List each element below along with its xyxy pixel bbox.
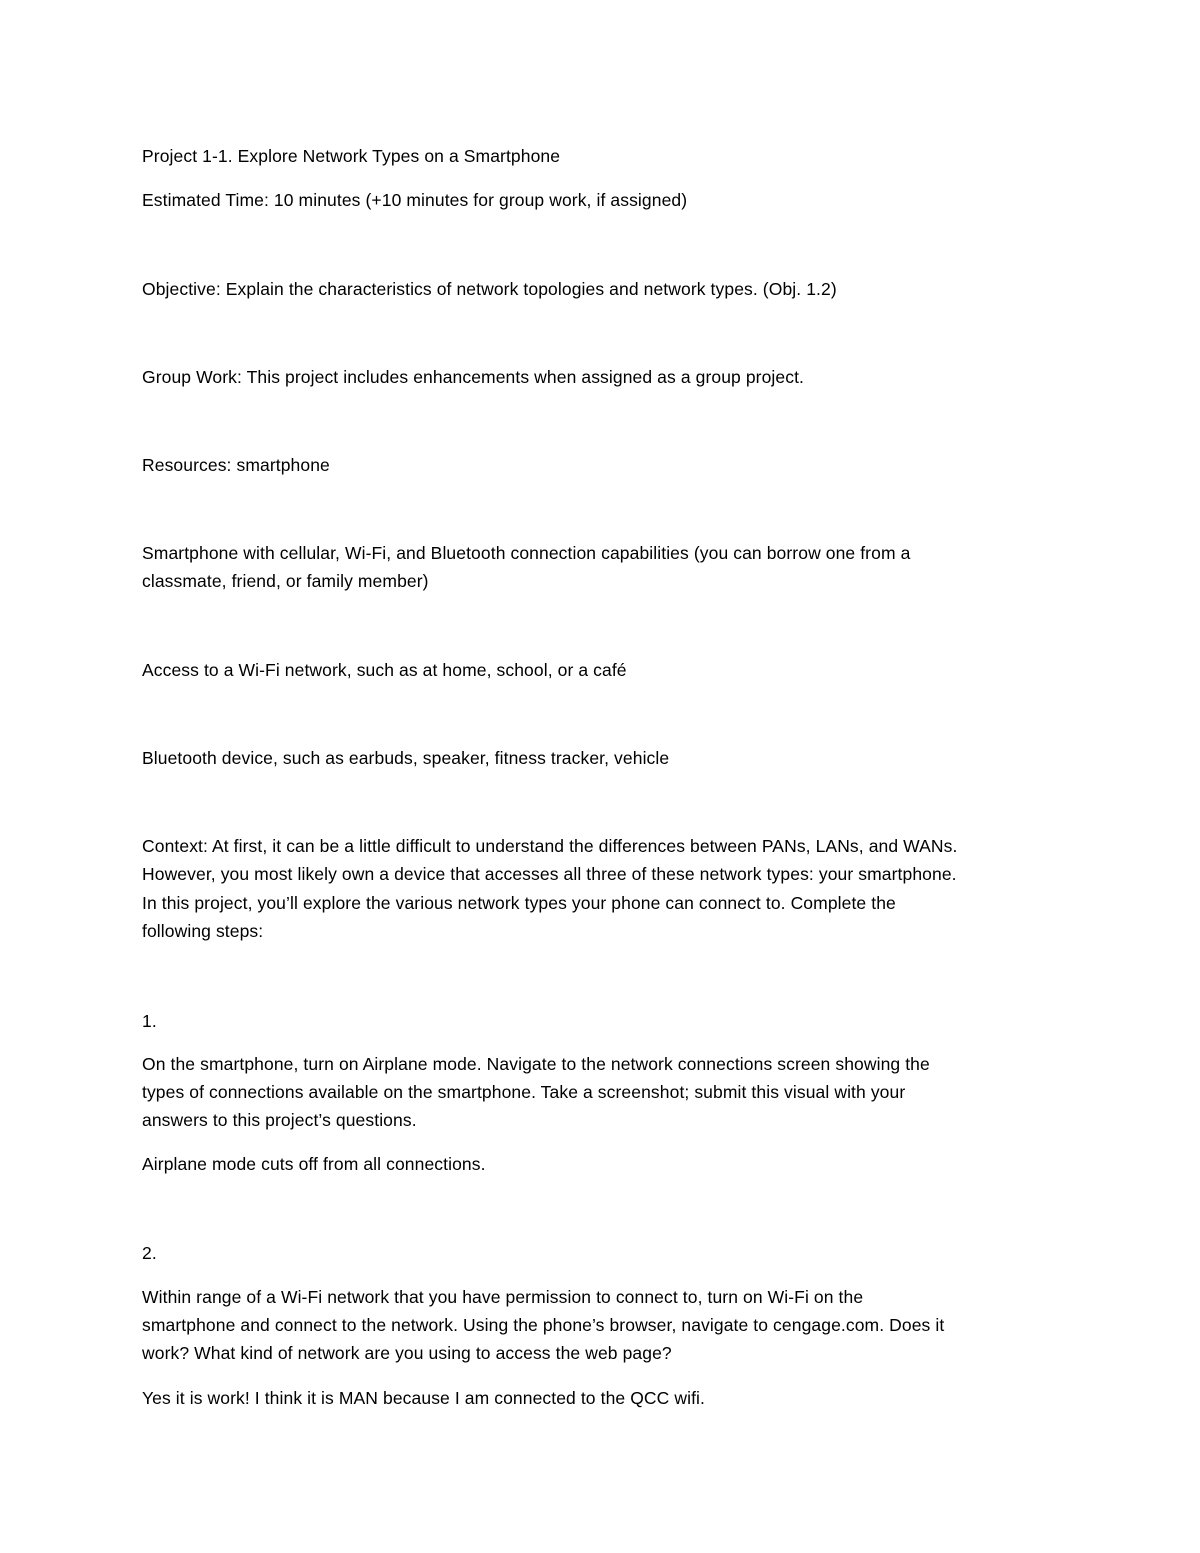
smartphone-requirement-line-1: Smartphone with cellular, Wi-Fi, and Bluetooth connection capabilities (you can borrow one from a <box>142 543 911 563</box>
group-work: Group Work: This project includes enhancements when assigned as a group project. <box>142 367 805 387</box>
step-1-instruction-line-3: answers to this project’s questions. <box>142 1110 417 1130</box>
wifi-access-requirement: Access to a Wi-Fi network, such as at home, school, or a café <box>142 660 627 680</box>
step-1-answer: Airplane mode cuts off from all connections. <box>142 1154 486 1174</box>
context-line-3: In this project, you’ll explore the various network types your phone can connect to. Complete the <box>142 893 896 913</box>
step-2-instruction-line-3: work? What kind of network are you using to access the web page? <box>142 1343 672 1363</box>
step-2-instruction-line-1: Within range of a Wi-Fi network that you have permission to connect to, turn on Wi-Fi on the <box>142 1287 864 1307</box>
step-2-number: 2. <box>142 1243 157 1263</box>
context-line-2: However, you most likely own a device that accesses all three of these network types: your smartphone. <box>142 864 957 884</box>
context-line-1: Context: At first, it can be a little difficult to understand the differences between PANs, LANs, and WANs. <box>142 836 958 856</box>
estimated-time: Estimated Time: 10 minutes (+10 minutes for group work, if assigned) <box>142 190 688 210</box>
resources: Resources: smartphone <box>142 455 330 475</box>
smartphone-requirement-line-2: classmate, friend, or family member) <box>142 571 429 591</box>
step-1-instruction-line-1: On the smartphone, turn on Airplane mode. Navigate to the network connections screen showing the <box>142 1054 930 1074</box>
bluetooth-device-requirement: Bluetooth device, such as earbuds, speaker, fitness tracker, vehicle <box>142 748 670 768</box>
step-1-number: 1. <box>142 1011 157 1031</box>
step-2-answer: Yes it is work! I think it is MAN because I am connected to the QCC wifi. <box>142 1388 705 1408</box>
step-1-instruction-line-2: types of connections available on the smartphone. Take a screenshot; submit this visual with your <box>142 1082 906 1102</box>
step-2-instruction-line-2: smartphone and connect to the network. Using the phone’s browser, navigate to cengage.com. Does it <box>142 1315 945 1335</box>
project-title: Project 1-1. Explore Network Types on a Smartphone <box>142 146 561 166</box>
objective: Objective: Explain the characteristics of network topologies and network types. (Obj. 1.2) <box>142 279 837 299</box>
context-line-4: following steps: <box>142 921 264 941</box>
